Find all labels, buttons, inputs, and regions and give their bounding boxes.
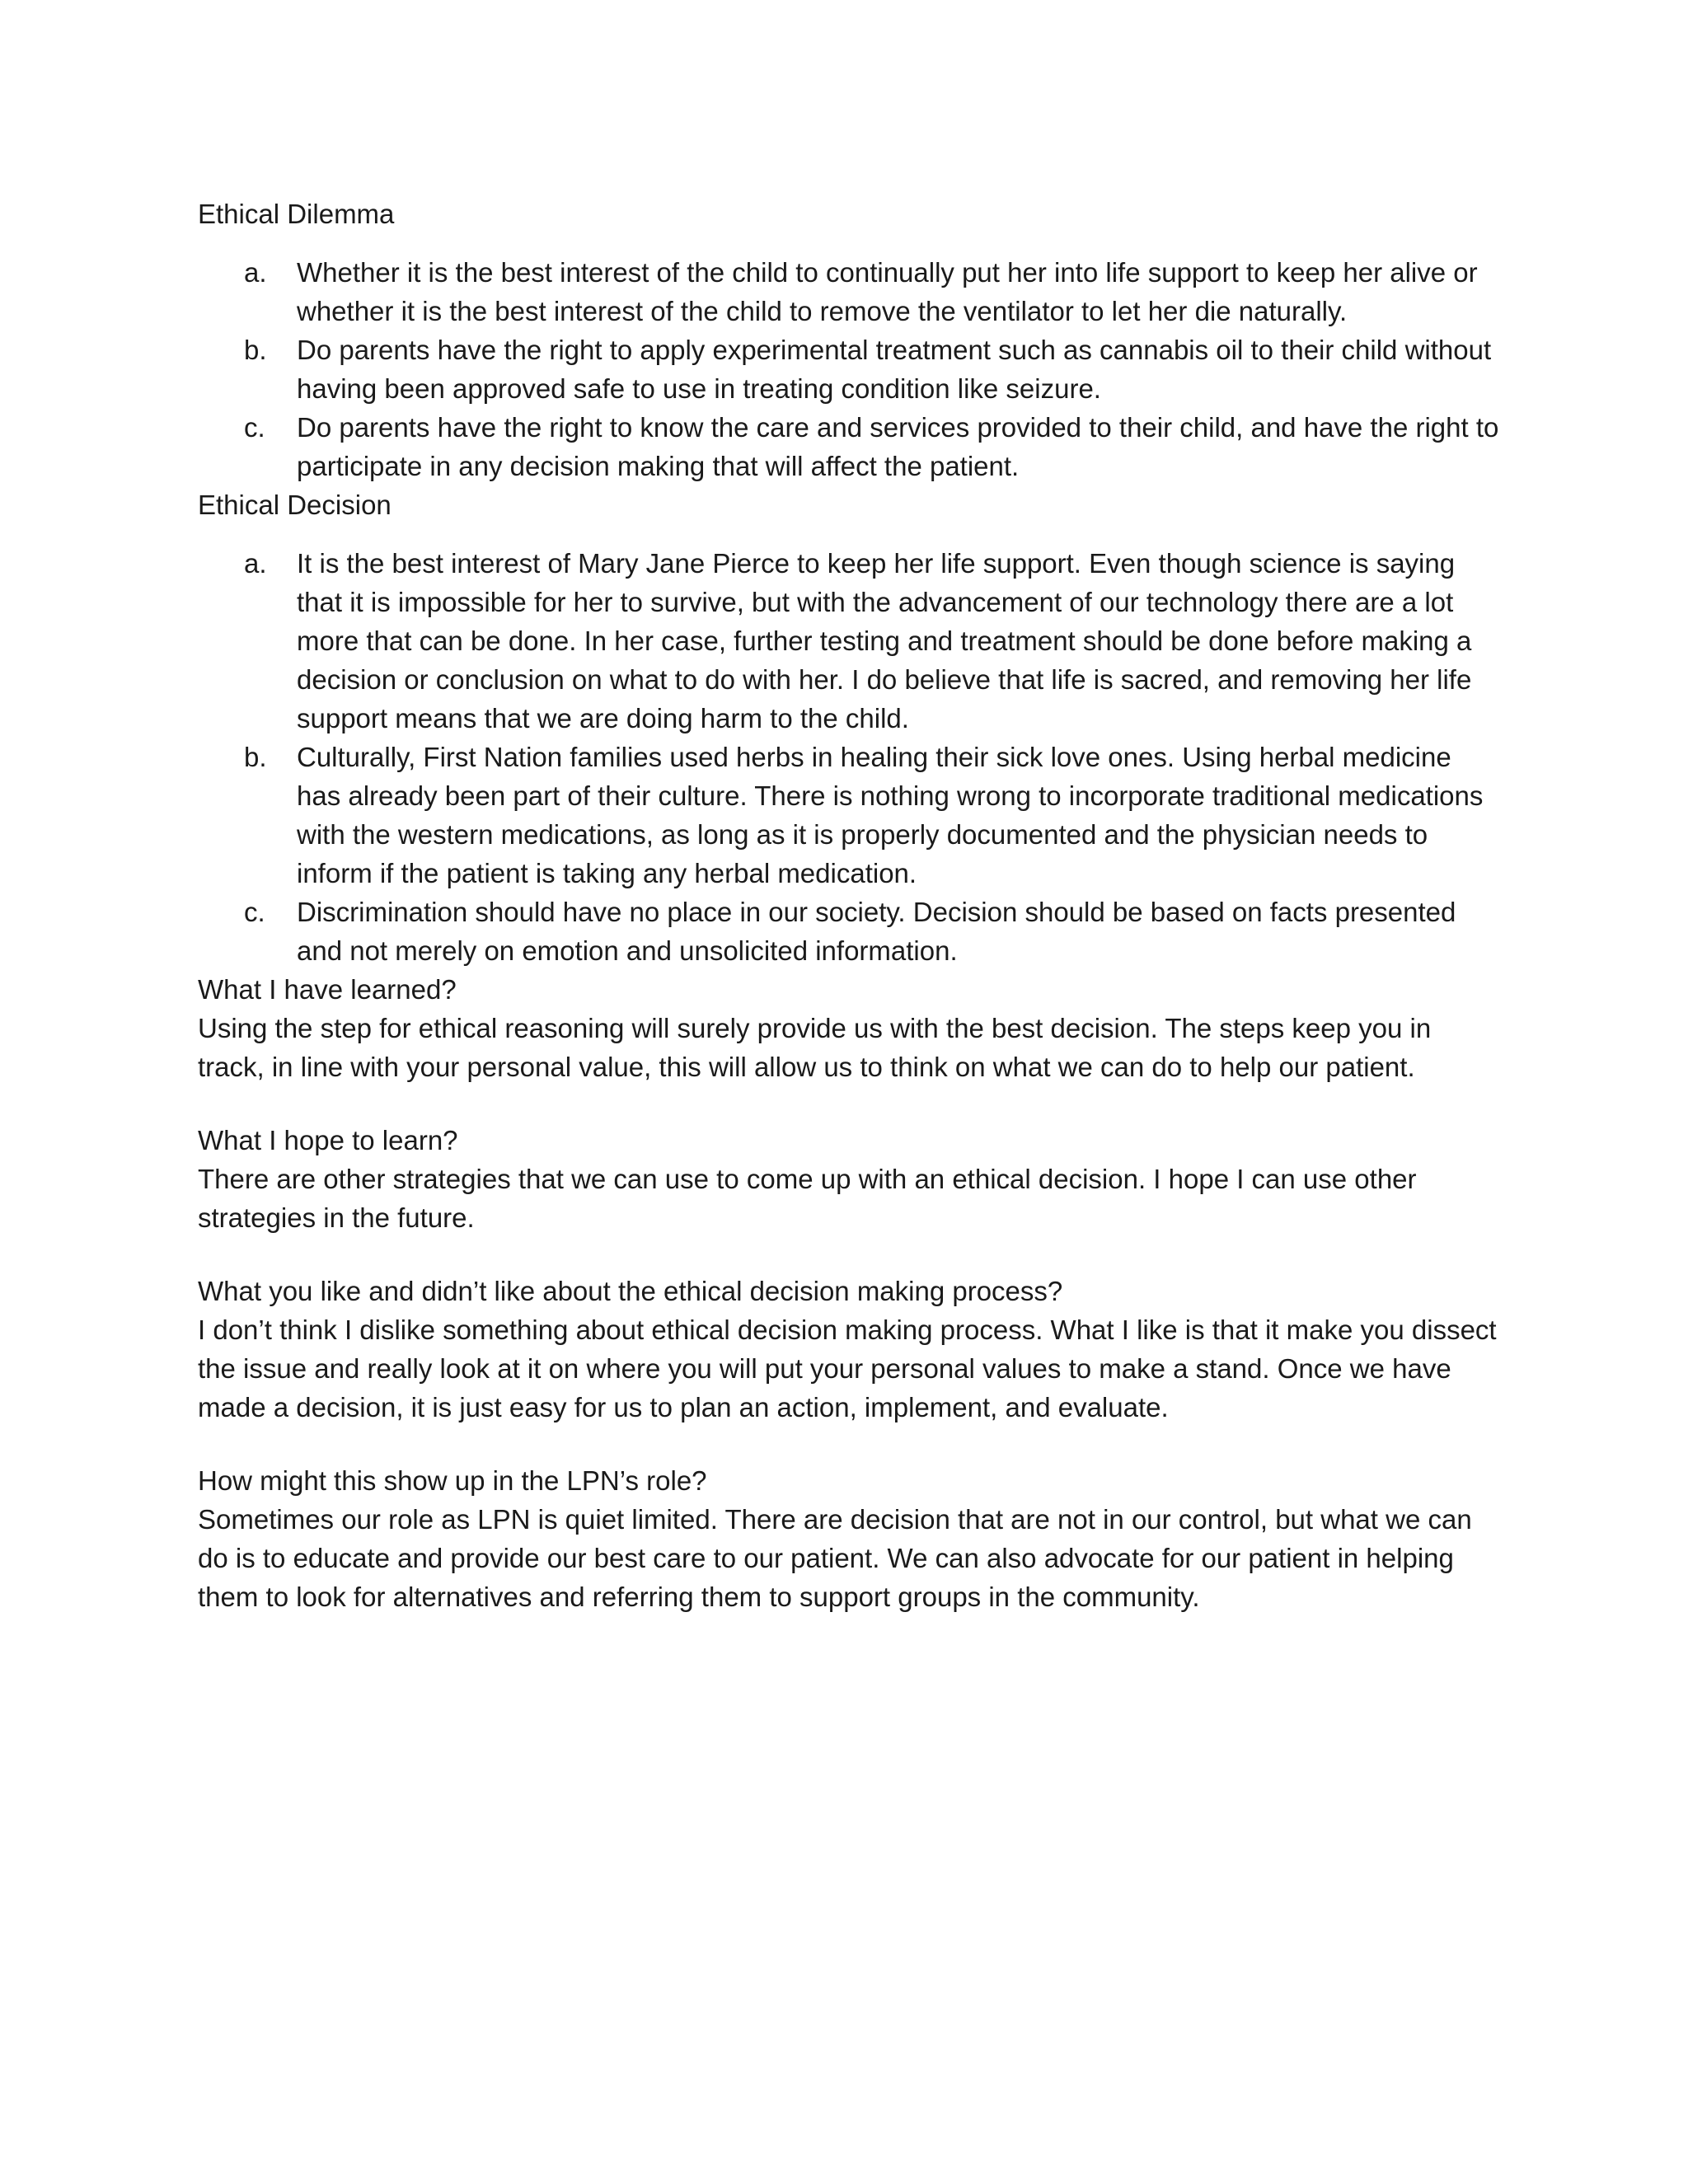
lpn-role-heading: How might this show up in the LPN’s role?	[198, 1465, 707, 1496]
list-marker: b.	[244, 335, 267, 365]
what-i-hope-to-learn-section	[198, 1121, 1500, 1237]
list-marker: c.	[244, 412, 265, 443]
what-i-hope-to-learn-heading: What I hope to learn?	[198, 1125, 458, 1155]
what-i-learned-heading: What I have learned?	[198, 974, 457, 1005]
list-item	[198, 544, 1500, 738]
list-item-text: Discrimination should have no place in our society. Decision should be based on facts presented and not merely on emotion and unsolicited information.	[297, 897, 1456, 966]
likes-dislikes-heading: What you like and didn’t like about the ethical decision making process?	[198, 1276, 1063, 1306]
list-item-text: Whether it is the best interest of the child to continually put her into life support to keep her alive or whether it is the best interest of the child to remove the ventilator to let her die naturally.	[297, 257, 1478, 326]
ethical-decision-heading: Ethical Decision	[198, 490, 392, 520]
list-item	[198, 893, 1500, 970]
ethical-decision-section	[198, 485, 1500, 970]
list-item-text: It is the best interest of Mary Jane Pierce to keep her life support. Even though science is saying that it is impossible for her to survive, but with the advancement of our technology there are a lot more that can be done. In her case, further testing and treatment should be done before making a decision or conclusion on what to do with her. I do believe that life is sacred, and removing her life support means that we are doing harm to the child.	[297, 548, 1472, 733]
list-item-text: Do parents have the right to know the care and services provided to their child, and have the right to participate in any decision making that will affect the patient.	[297, 412, 1499, 481]
ethical-dilemma-list	[198, 253, 1500, 485]
what-i-learned-body: Using the step for ethical reasoning will surely provide us with the best decision. The steps keep you in track, in line with your personal value, this will allow us to think on what we can do to help our patient.	[198, 1013, 1432, 1082]
list-item	[198, 253, 1500, 330]
list-marker: a.	[244, 257, 267, 288]
list-marker: a.	[244, 548, 267, 579]
list-marker: b.	[244, 742, 267, 772]
lpn-role-section	[198, 1461, 1500, 1616]
likes-dislikes-section	[198, 1272, 1500, 1427]
list-item	[198, 408, 1500, 485]
document-page	[198, 194, 1500, 1651]
what-i-hope-to-learn-body: There are other strategies that we can use to come up with an ethical decision. I hope I can use other strategies in the future.	[198, 1164, 1417, 1233]
list-item	[198, 738, 1500, 893]
likes-dislikes-body: I don’t think I dislike something about ethical decision making process. What I like is that it make you dissect the issue and really look at it on where you will put your personal values to make a stand. Once we have made a decision, it is just easy for us to plan an action, implement, and evaluate.	[198, 1315, 1497, 1422]
what-i-learned-section	[198, 970, 1500, 1086]
ethical-dilemma-heading: Ethical Dilemma	[198, 199, 395, 229]
list-item-text: Do parents have the right to apply experimental treatment such as cannabis oil to their child without having been approved safe to use in treating condition like seizure.	[297, 335, 1492, 404]
list-item	[198, 330, 1500, 408]
ethical-dilemma-section	[198, 194, 1500, 485]
list-marker: c.	[244, 897, 265, 927]
lpn-role-body: Sometimes our role as LPN is quiet limited. There are decision that are not in our control, but what we can do is to educate and provide our best care to our patient. We can also advocate for our patient in helping them to look for alternatives and referring them to support groups in the community.	[198, 1504, 1472, 1612]
ethical-decision-list	[198, 544, 1500, 970]
list-item-text: Culturally, First Nation families used herbs in healing their sick love ones. Using herbal medicine has already been part of their culture. There is nothing wrong to incorporate traditional medications with the western medications, as long as it is properly documented and the physician needs to inform if the patient is taking any herbal medication.	[297, 742, 1484, 888]
